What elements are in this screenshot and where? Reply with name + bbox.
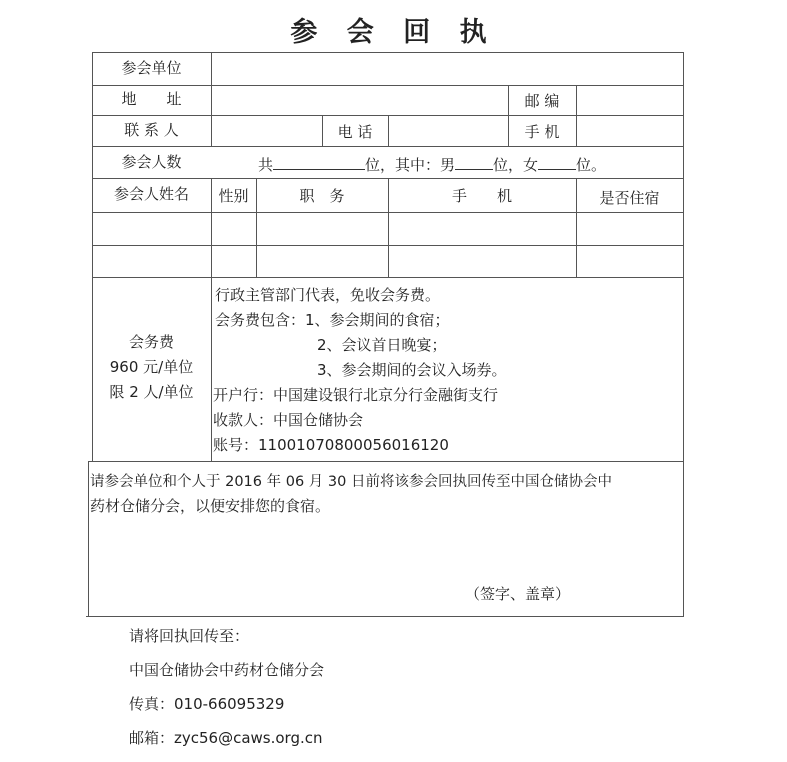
postcode-label: 邮 编 (524, 92, 560, 110)
table-border-top (92, 52, 684, 53)
fee-limit: 限 2 人/单位 (109, 383, 194, 401)
bank-line: 开户行：中国建设银行北京分行金融街支行 (213, 386, 499, 404)
mobile-label: 手 机 (524, 123, 560, 141)
unit-label: 参会单位 (121, 59, 182, 77)
row-divider (92, 277, 684, 278)
fax-number: 传真：010-66095329 (129, 695, 285, 713)
count-male-suffix: 位，女 (493, 156, 539, 174)
contact-label: 联 系 人 (124, 121, 179, 139)
fee-amount: 960 元/单位 (109, 358, 194, 376)
header-gender: 性别 (218, 187, 249, 205)
account-line: 账号：11001070800056016120 (213, 436, 449, 454)
send-to-text: 请将回执回传至： (129, 627, 250, 645)
fee-item-tickets: 3、参会期间的会议入场券。 (317, 361, 507, 379)
column-divider (211, 178, 212, 461)
attendee-count-text (258, 155, 606, 174)
table-border-right (683, 52, 684, 617)
phone-label: 电 话 (337, 123, 373, 141)
notice-line-2: 药材仓储分会，以便安排您的食宿。 (90, 497, 331, 515)
table-border-bottom (86, 616, 684, 617)
signature-label: （签字、盖章） (465, 585, 571, 603)
fee-includes-line: 会务费包含：1、参会期间的食宿； (215, 311, 450, 329)
header-position: 职 务 (299, 187, 345, 205)
notice-line-1: 请参会单位和个人于 2016 年 06 月 30 日前将该参会回执回传至中国仓储协会中 (90, 474, 612, 490)
header-lodging: 是否住宿 (599, 189, 660, 207)
column-divider (211, 52, 212, 146)
row-divider (92, 85, 684, 86)
header-mobile: 手 机 (451, 187, 512, 205)
count-female-suffix: 位。 (576, 156, 607, 174)
female-count-blank[interactable] (538, 155, 576, 170)
document-title: 参 会 回 执 (290, 17, 497, 48)
column-divider (388, 115, 389, 146)
table-border-left (88, 461, 89, 617)
payee-line: 收款人：中国仓储协会 (213, 411, 364, 429)
organization-name: 中国仓储协会中药材仓储分会 (129, 661, 325, 679)
fee-item-dinner: 2、会议首日晚宴； (317, 336, 447, 354)
row-divider (92, 146, 684, 147)
email-address: 邮箱：zyc56@caws.org.cn (129, 729, 323, 747)
male-count-blank[interactable] (455, 155, 493, 170)
column-divider (576, 85, 577, 146)
count-total-prefix: 共 (258, 156, 274, 174)
attendee-count-label: 参会人数 (121, 153, 182, 171)
row-divider (88, 461, 684, 462)
address-label: 地 址 (121, 90, 182, 108)
header-name: 参会人姓名 (113, 185, 189, 203)
total-count-blank[interactable] (273, 155, 365, 170)
fee-exemption-line: 行政主管部门代表，免收会务费。 (215, 286, 441, 304)
count-total-suffix: 位，其中：男 (365, 156, 456, 174)
fee-label: 会务费 (128, 333, 174, 351)
